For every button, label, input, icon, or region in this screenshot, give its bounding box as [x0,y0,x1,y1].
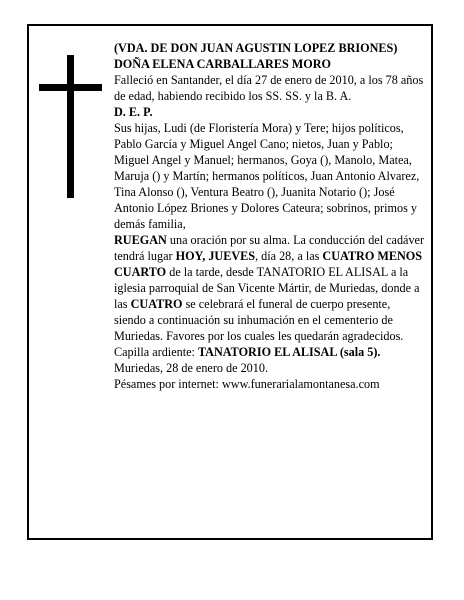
condolences-line: Pésames por internet: www.funerarialamontanesa.com [114,377,380,391]
cuatro-menos-cuarto-label: CUATRO MENOS CUARTO [114,249,423,279]
funeral-text-2: , día 28, a las [255,249,323,263]
family-list: Sus hijas, Ludi (de Floristería Mora) y Tere; hijos políticos, Pablo García y Miguel Angel Cano; nietos, Juan y Pablo; Miguel Angel y Manuel; hermanos, Goya (), Manolo, Matea, Maruja () y Martín; hermanos políticos, Juan Antonio Alvarez, Tina Alonso (), Ventura Beatro (), Juanita Notario (); José Antonio López Briones y Dolores Cateura; sobrinos, primos y demás familia, [114,121,420,231]
ruegan-label: RUEGAN [114,233,167,247]
capilla-ardiente-location: TANATORIO EL ALISAL (sala 5). [197,345,381,359]
funeral-text-3: de la tarde, desde TANATORIO EL ALISAL a la iglesia parroquial de San Vicente Mártir, de Muriedas, donde a las [114,265,420,311]
hoy-jueves-label: HOY, JUEVES [175,249,256,263]
place-date: Muriedas, 28 de enero de 2010. [114,361,268,375]
deceased-name: DOÑA ELENA CARBALLARES MORO [114,57,332,71]
widow-of-line: (VDA. DE DON JUAN AGUSTIN LOPEZ BRIONES) [114,41,398,55]
funeral-details [114,232,424,360]
cross-icon-horizontal [39,84,102,91]
funeral-text-1: una oración por su alma. La conducción del cadáver tendrá lugar [114,233,425,263]
dep-line: D. E. P. [114,105,153,119]
cross-icon-vertical [67,55,74,198]
death-notice: Falleció en Santander, el día 27 de enero de 2010, a los 78 años de edad, habiendo recibido los SS. SS. y la B. A. [114,73,424,103]
cuatro-label: CUATRO [130,297,183,311]
funeral-text-4: se celebrará el funeral de cuerpo presente, siendo a continuación su inhumación en el cementerio de Muriedas. Favores por los cuales les quedarán agradecidos. Capilla ardiente: [114,297,404,359]
obituary-text [114,40,424,392]
